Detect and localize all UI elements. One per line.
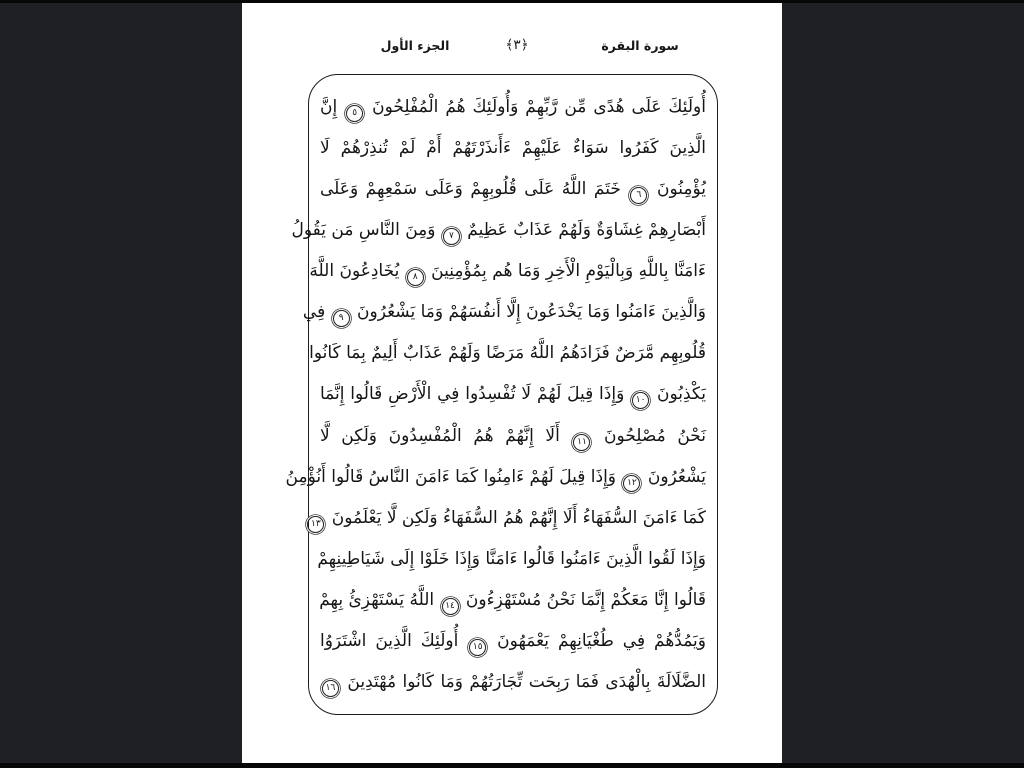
ayah-text: وَالَّذِينَ ءَامَنُوا وَمَا يَخْدَعُونَ إِلَّا أَنفُسَهُمْ وَمَا يَشْعُرُونَ: [357, 302, 706, 323]
ayah-number-marker: ٨: [407, 269, 424, 286]
quran-line: [309, 333, 708, 373]
ayah-number-marker: ٦: [630, 187, 647, 204]
ayah-text: نَحْنُ مُصْلِحُونَ: [604, 425, 707, 446]
ayah-text: الضَّلَالَةَ بِالْهُدَى فَمَا رَبِحَت تِّجَارَتُهُمْ وَمَا كَانُوا مُهْتَدِينَ: [347, 671, 706, 692]
quran-line: [318, 662, 708, 702]
quran-line: [318, 580, 708, 620]
ayah-number-marker: ١٢: [623, 475, 640, 492]
quran-line: [318, 374, 708, 414]
surah-title-ornament: سورة البقرة: [601, 38, 679, 53]
ayah-text: وَإِذَا قِيلَ لَهُمْ ءَامِنُوا كَمَا ءَامَنَ النَّاسُ قَالُوا أَنُؤْمِنُ: [285, 466, 617, 487]
ayah-text: أُولَئِكَ عَلَى هُدًى مِّن رَّبِّهِمْ وَأُولَئِكَ هُمُ الْمُفْلِحُونَ: [372, 97, 706, 117]
ayah-number-marker: ١٣: [307, 516, 324, 533]
ayah-text: خَتَمَ اللَّهُ عَلَى قُلُوبِهِمْ وَعَلَى سَمْعِهِمْ وَعَلَى: [320, 179, 621, 200]
quran-line: [318, 621, 708, 661]
bottom-edge-strip: [0, 763, 1024, 768]
ayah-text: وَإِذَا قِيلَ لَهُمْ لَا تُفْسِدُوا فِي الْأَرْضِ قَالُوا إِنَّمَا: [320, 384, 625, 405]
ayah-number-marker: ٥: [346, 105, 363, 122]
ayah-text: يَشْعُرُونَ: [647, 466, 706, 487]
quran-line: [318, 87, 708, 127]
quran-line: [318, 169, 708, 209]
ayah-text: الَّذِينَ كَفَرُوا سَوَاءٌ عَلَيْهِمْ ءَأَنذَرْتَهُمْ أَمْ لَمْ تُنذِرْهُمْ لَا: [320, 138, 706, 159]
quran-line: [285, 457, 708, 497]
ayah-text: كَمَا ءَامَنَ السُّفَهَاءُ أَلَا إِنَّهُمْ هُمُ السُّفَهَاءُ وَلَكِن لَّا يَعْلَمُونَ: [331, 507, 706, 528]
ayah-number-marker: ٧: [443, 228, 460, 245]
quran-line: [291, 210, 708, 250]
mushaf-page: [242, 3, 782, 763]
quran-line: [318, 539, 708, 579]
ayah-number-marker: ١١: [573, 434, 590, 451]
ayah-number-marker: ١٦: [322, 680, 339, 697]
page-number-ornament: ﴿٣﴾: [505, 37, 529, 53]
quran-line: [318, 416, 708, 456]
ayah-text: يُؤْمِنُونَ: [656, 179, 707, 200]
ayah-text: أَلَا إِنَّهُمْ هُمُ الْمُفْسِدُونَ وَلَكِن لَّا: [320, 425, 560, 446]
ayah-number-marker: ١٥: [469, 639, 486, 656]
ayah-text: وَيَمُدُّهُمْ فِي طُغْيَانِهِمْ يَعْمَهُونَ: [497, 630, 706, 651]
ayah-text: إِنَّ: [320, 97, 338, 117]
ayah-number-marker: ١٤: [442, 598, 459, 615]
top-edge-strip: [0, 0, 1024, 3]
ayah-text: وَمِنَ النَّاسِ مَن يَقُولُ: [291, 220, 436, 241]
quran-line: [302, 292, 708, 332]
ayah-text: يَكْذِبُونَ: [656, 384, 706, 405]
quran-line: [311, 498, 708, 538]
ayah-text: أَبْصَارِهِمْ غِشَاوَةٌ وَلَهُمْ عَذَابٌ عَظِيمٌ: [467, 220, 706, 241]
ayah-number-marker: ١٠: [632, 392, 649, 409]
ayah-text: أُولَئِكَ الَّذِينَ اشْتَرَوُا: [320, 630, 459, 651]
ayah-text: اللَّهُ يَسْتَهْزِئُ بِهِمْ: [319, 589, 435, 610]
ayah-text: فِي: [302, 302, 326, 323]
quran-line: [309, 251, 708, 291]
ayah-text: قُلُوبِهِم مَّرَضٌ فَزَادَهُمُ اللَّهُ مَرَضًا وَلَهُمْ عَذَابٌ أَلِيمٌ بِمَا كَانُوا: [309, 343, 706, 364]
page-header: [242, 36, 782, 60]
text-frame: [285, 74, 718, 715]
ayah-text: يُخَادِعُونَ اللَّهَ: [309, 261, 400, 282]
ayah-number-marker: ٩: [333, 310, 350, 327]
ayah-text: وَإِذَا لَقُوا الَّذِينَ ءَامَنُوا قَالُوا ءَامَنَّا وَإِذَا خَلَوْا إِلَى شَيَاطِينِهِمْ: [317, 548, 706, 569]
quran-line: [318, 128, 708, 168]
ayah-text: قَالُوا إِنَّا مَعَكُمْ إِنَّمَا نَحْنُ مُسْتَهْزِءُونَ: [465, 589, 706, 610]
ayah-text: ءَامَنَّا بِاللَّهِ وَبِالْيَوْمِ الْأَخِرِ وَمَا هُم بِمُؤْمِنِينَ: [431, 261, 706, 282]
juz-title-ornament: الجزء الأول: [380, 38, 450, 53]
